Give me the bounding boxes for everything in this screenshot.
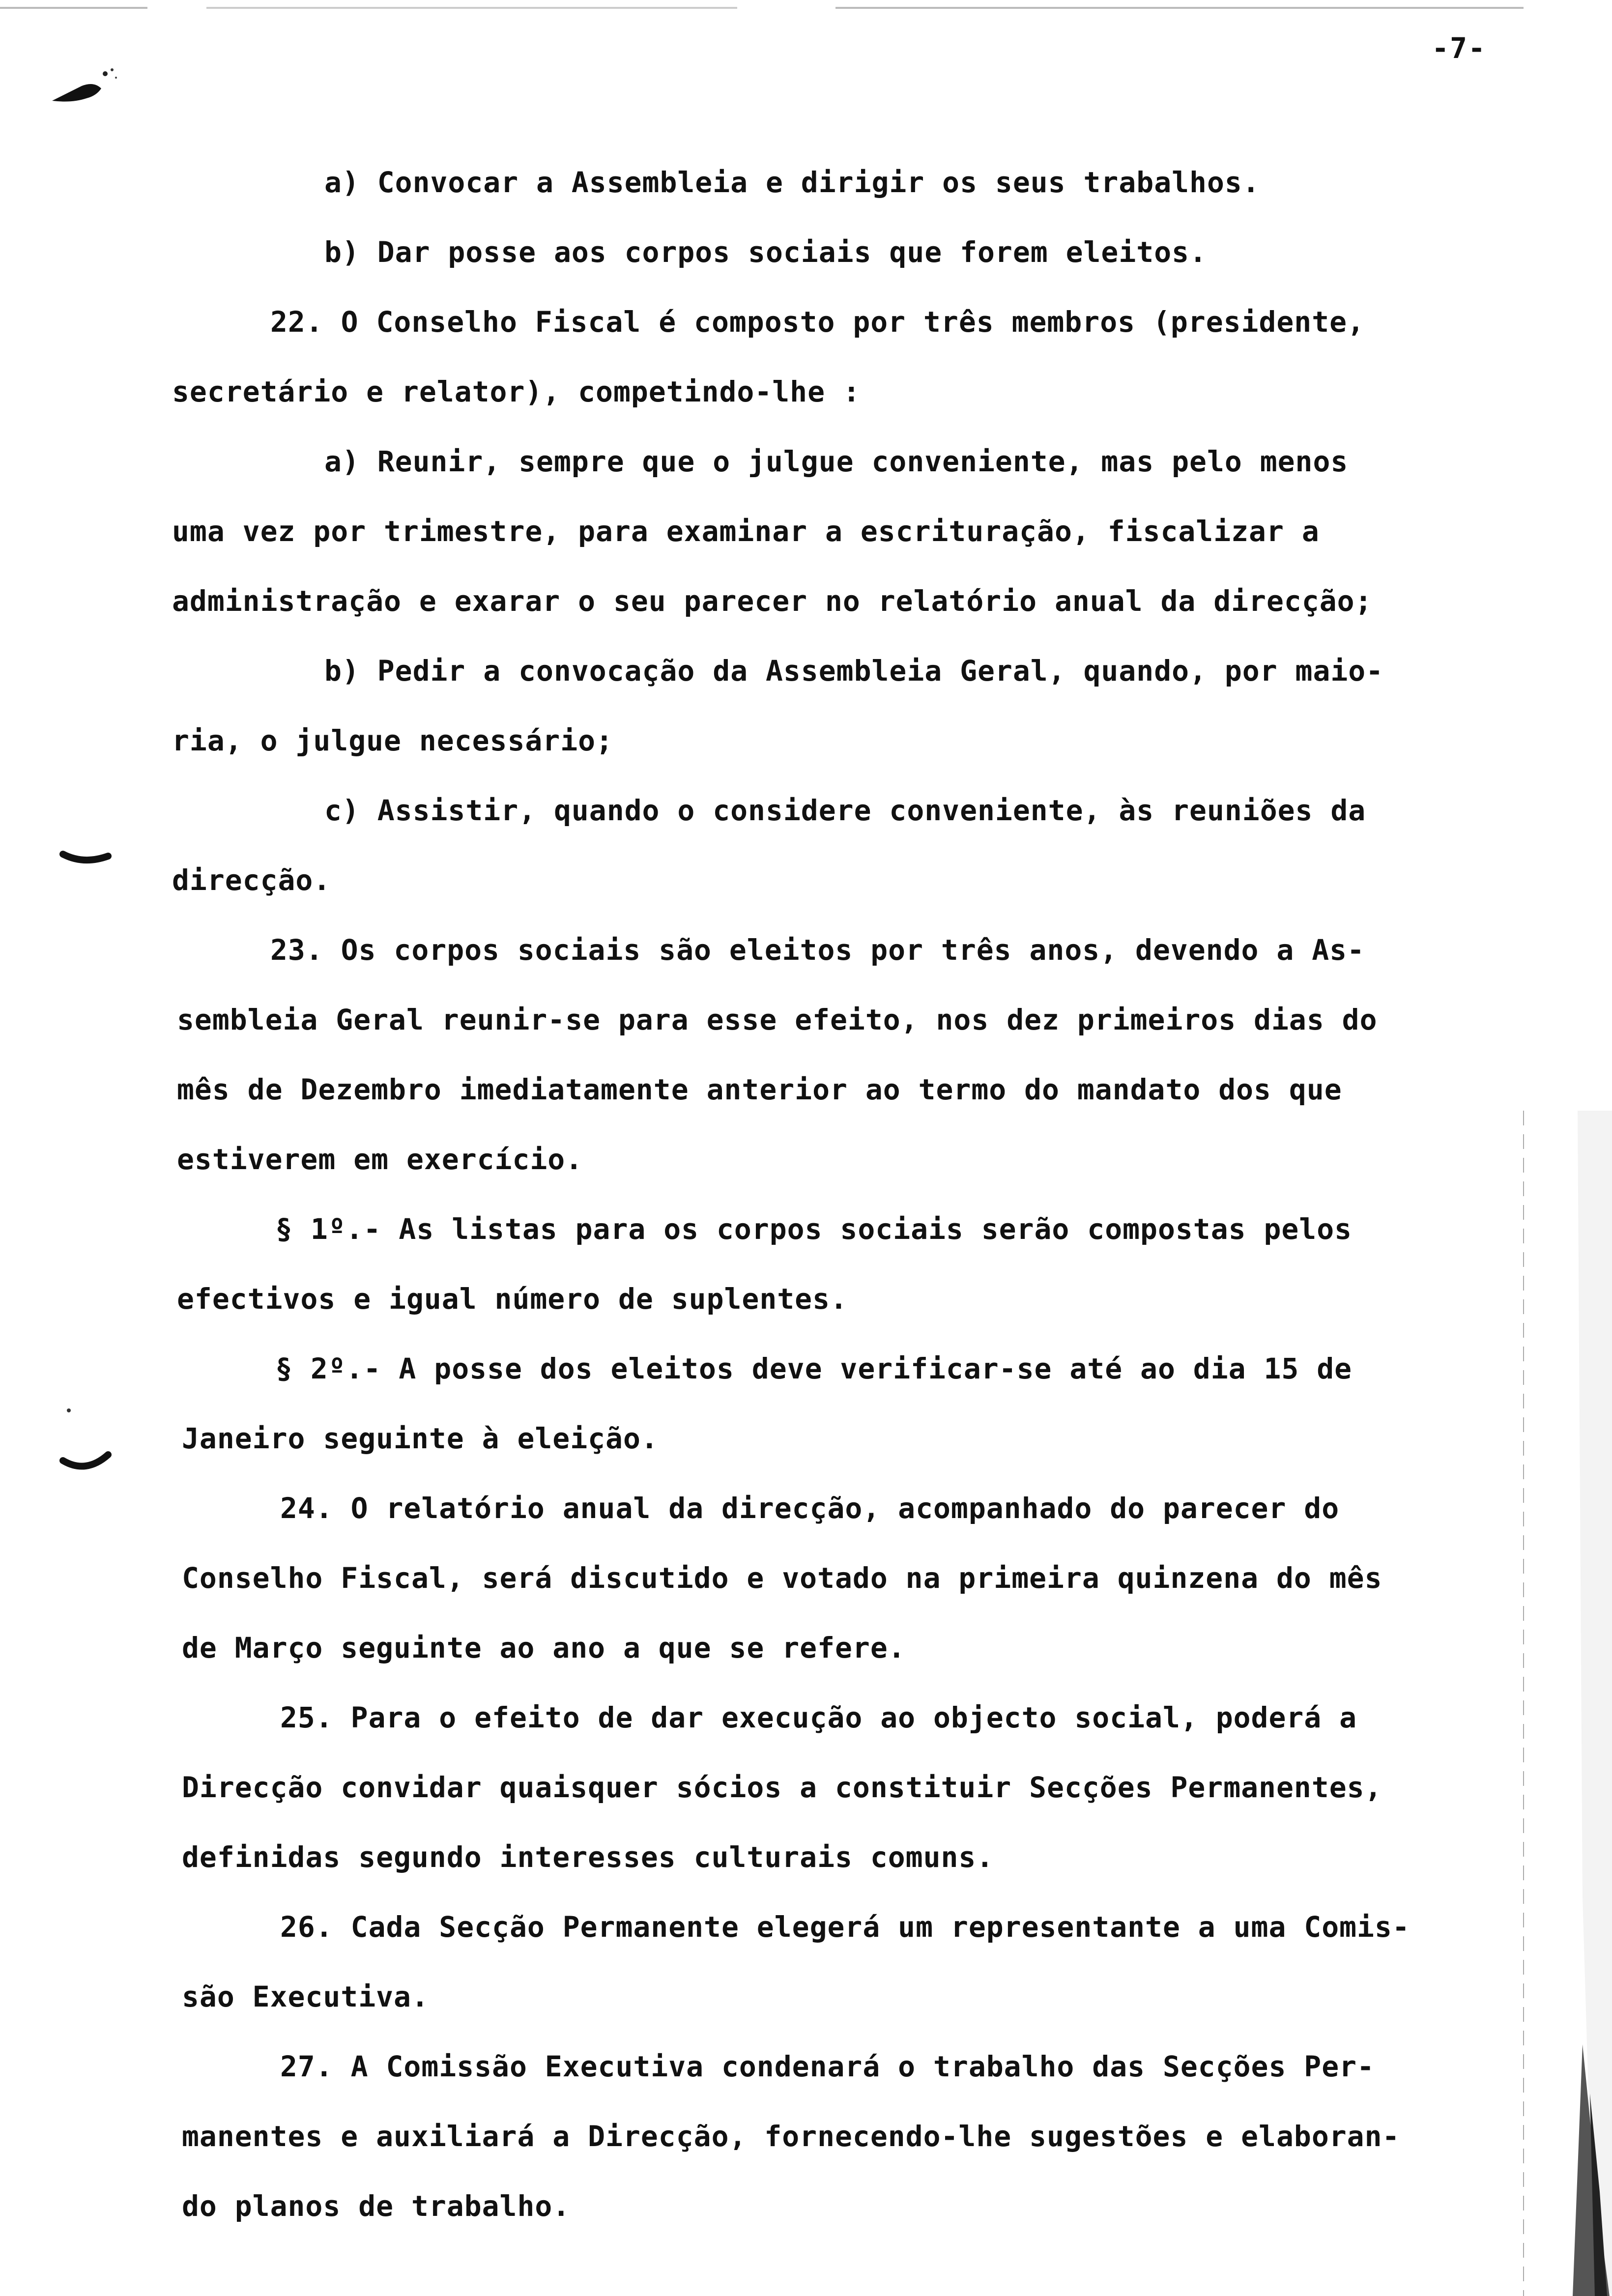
text-line: ria, o julgue necessário; (172, 724, 613, 757)
text-line: Conselho Fiscal, será discutido e votado na primeira quinzena do mês (182, 1561, 1382, 1595)
scan-top-rule (0, 7, 1612, 9)
text-line: c) Assistir, quando o considere conveniente, às reuniões da (324, 794, 1366, 827)
text-line: secretário e relator), competindo-lhe : (172, 375, 861, 408)
text-line: Janeiro seguinte à eleição. (182, 1422, 659, 1455)
text-line: são Executiva. (182, 1980, 429, 2013)
text-line: 23. Os corpos sociais são eleitos por três anos, devendo a As- (270, 933, 1365, 967)
margin-tick-mark (59, 845, 113, 875)
text-line: a) Reunir, sempre que o julgue conveniente, mas pelo menos (324, 445, 1349, 478)
text-line: direcção. (172, 863, 331, 897)
text-line: a) Convocar a Assembleia e dirigir os seus trabalhos. (324, 166, 1260, 199)
margin-tick-mark (59, 1450, 113, 1479)
text-line: 27. A Comissão Executiva condenará o trabalho das Secções Per- (280, 2050, 1375, 2083)
page-number: -7- (1432, 31, 1486, 65)
ink-smudge-mark (47, 59, 121, 113)
text-line: uma vez por trimestre, para examinar a escrituração, fiscalizar a (172, 515, 1320, 548)
text-line: estiverem em exercício. (177, 1143, 583, 1176)
text-line: manentes e auxiliará a Direcção, fornecendo-lhe sugestões e elaboran- (182, 2120, 1400, 2153)
margin-dot (64, 1406, 74, 1415)
text-line: b) Dar posse aos corpos sociais que forem eleitos. (324, 235, 1207, 269)
text-line: efectivos e igual número de suplentes. (177, 1282, 848, 1316)
text-line: definidas segundo interesses culturais comuns. (182, 1840, 994, 1874)
text-line: administração e exarar o seu parecer no relatório anual da direcção; (172, 584, 1373, 618)
text-line: Direcção convidar quaisquer sócios a constituir Secções Permanentes, (182, 1771, 1382, 1804)
text-line: 22. O Conselho Fiscal é composto por três membros (presidente, (270, 305, 1365, 339)
text-line: de Março seguinte ao ano a que se refere. (182, 1631, 906, 1665)
text-line: 24. O relatório anual da direcção, acompanhado do parecer do (280, 1492, 1340, 1525)
text-line: § 2º.- A posse dos eleitos deve verificar-se até ao dia 15 de (275, 1352, 1353, 1385)
text-line: do planos de trabalho. (182, 2189, 571, 2223)
text-line: b) Pedir a convocação da Assembleia Geral, quando, por maio- (324, 654, 1384, 688)
text-line: § 1º.- As listas para os corpos sociais serão compostas pelos (275, 1212, 1353, 1246)
text-line: 26. Cada Secção Permanente elegerá um representante a uma Comis- (280, 1910, 1410, 1944)
scan-edge-shadow (1504, 1111, 1612, 2296)
text-line: mês de Dezembro imediatamente anterior ao termo do mandato dos que (177, 1073, 1342, 1106)
text-line: sembleia Geral reunir-se para esse efeito, nos dez primeiros dias do (177, 1003, 1378, 1036)
text-line: 25. Para o efeito de dar execução ao objecto social, poderá a (280, 1701, 1357, 1734)
